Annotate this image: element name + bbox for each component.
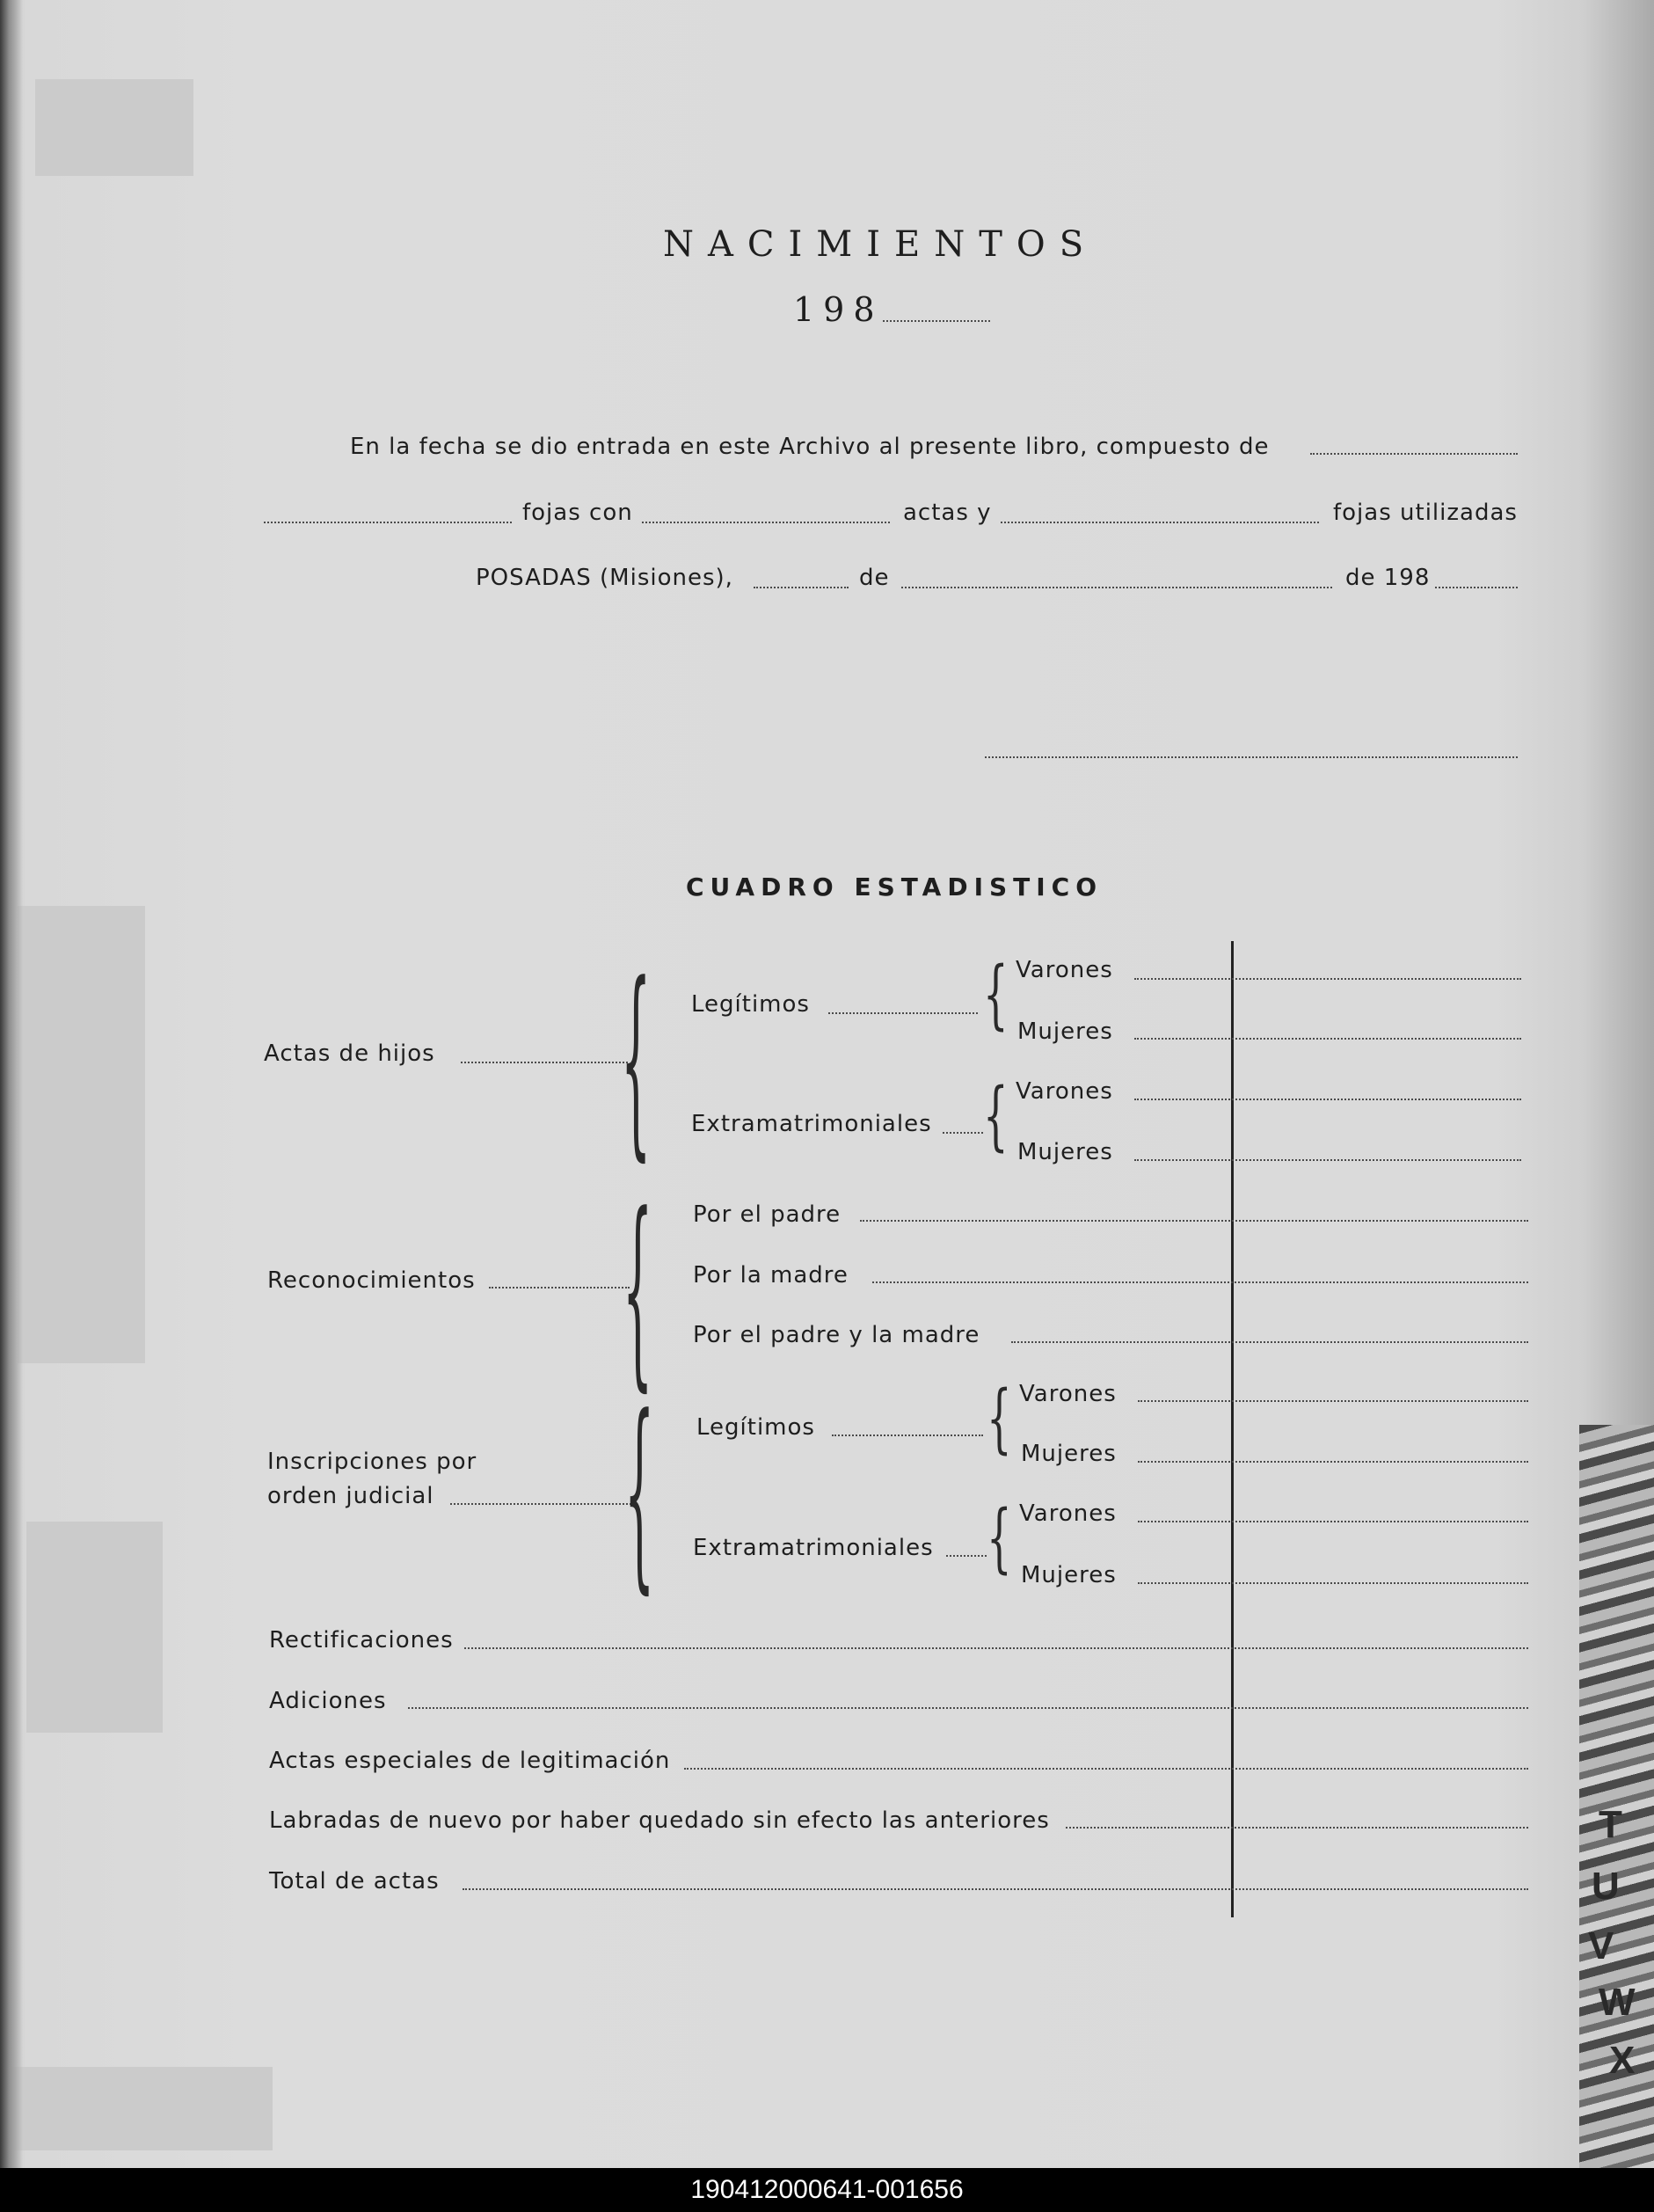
leader-line	[943, 1132, 983, 1134]
total-label: Total de actas	[269, 1868, 440, 1894]
index-letter: X	[1609, 2039, 1636, 2082]
leader-line	[450, 1503, 631, 1505]
signature-line	[985, 756, 1518, 758]
de-198-label: de 198	[1345, 565, 1431, 591]
brace: {	[983, 951, 1009, 1038]
entry-line	[1138, 1461, 1528, 1463]
actas-de-hijos-label: Actas de hijos	[264, 1040, 435, 1067]
index-letter: U	[1592, 1865, 1620, 1908]
varones-label: Varones	[1016, 957, 1113, 983]
inscripciones-label-1: Inscripciones por	[267, 1449, 477, 1475]
brace: {	[983, 1072, 1009, 1159]
used-folios-blank	[1001, 522, 1319, 523]
tape-mark	[26, 1522, 163, 1733]
folios-count-blank	[264, 522, 512, 523]
index-letter: W	[1599, 1981, 1636, 2024]
stats-heading: CUADRO ESTADISTICO	[686, 872, 1104, 902]
entry-line	[684, 1768, 1528, 1770]
mujeres-label: Mujeres	[1021, 1562, 1117, 1588]
page-title: NACIMIENTOS	[663, 224, 1098, 265]
fojas-utilizadas-label: fojas utilizadas	[1333, 500, 1518, 526]
por-la-madre-label: Por la madre	[693, 1262, 849, 1289]
tape-mark	[9, 2067, 273, 2150]
adiciones-label: Adiciones	[269, 1688, 387, 1714]
leader-line	[828, 1012, 978, 1014]
entry-line	[1134, 978, 1521, 980]
varones-label: Varones	[1019, 1381, 1117, 1407]
tape-mark	[18, 906, 145, 1363]
rectificaciones-label: Rectificaciones	[269, 1627, 454, 1654]
entry-line	[1138, 1400, 1528, 1402]
leader-line	[832, 1435, 983, 1436]
entry-line	[872, 1281, 1528, 1283]
scan-id-footer: 190412000641-001656	[0, 2168, 1654, 2212]
de-label: de	[859, 565, 890, 591]
entry-line	[1066, 1827, 1528, 1829]
legitimos-label: Legítimos	[696, 1414, 815, 1441]
varones-label: Varones	[1019, 1500, 1117, 1527]
fojas-con-label: fojas con	[522, 500, 633, 526]
mujeres-label: Mujeres	[1017, 1018, 1113, 1045]
year-prefix: 198	[793, 290, 884, 329]
day-blank	[754, 587, 849, 588]
leader-line	[489, 1287, 630, 1289]
index-letter: T	[1599, 1803, 1622, 1846]
place-label: POSADAS (Misiones),	[476, 565, 733, 591]
legitimos-label: Legítimos	[691, 991, 810, 1018]
inscripciones-label-2: orden judicial	[267, 1483, 434, 1509]
column-divider	[1231, 941, 1234, 1917]
actas-blank	[642, 522, 890, 523]
folios-blank	[1310, 453, 1518, 455]
entry-line	[1138, 1582, 1528, 1584]
brace: {	[624, 1374, 655, 1615]
entry-line	[860, 1220, 1528, 1222]
brace: {	[623, 1172, 653, 1413]
entry-line	[1134, 1099, 1521, 1100]
mujeres-label: Mujeres	[1021, 1441, 1117, 1467]
entry-line	[408, 1707, 1528, 1709]
year-blank	[883, 320, 990, 322]
tape-mark	[35, 79, 193, 176]
entry-line	[1011, 1341, 1528, 1343]
entry-line	[463, 1888, 1528, 1890]
por-el-padre-label: Por el padre	[693, 1201, 842, 1228]
reconocimientos-label: Reconocimientos	[267, 1267, 476, 1294]
actas-y-label: actas y	[903, 500, 992, 526]
entry-text-line1: En la fecha se dio entrada en este Archivo al presente libro, compuesto de	[350, 434, 1270, 460]
month-blank	[901, 587, 1332, 588]
entry-line	[1134, 1159, 1521, 1161]
brace: {	[987, 1375, 1012, 1462]
actas-especiales-label: Actas especiales de legitimación	[269, 1748, 671, 1774]
labradas-label: Labradas de nuevo por haber quedado sin efecto las anteriores	[269, 1807, 1050, 1834]
entry-line	[1134, 1038, 1521, 1040]
brace: {	[621, 941, 652, 1182]
mujeres-label: Mujeres	[1017, 1139, 1113, 1165]
varones-label: Varones	[1016, 1078, 1113, 1105]
extramatrimoniales-label: Extramatrimoniales	[693, 1535, 934, 1561]
por-ambos-label: Por el padre y la madre	[693, 1322, 980, 1348]
entry-line	[464, 1647, 1528, 1649]
leader-line	[946, 1555, 987, 1557]
year-end-blank	[1435, 587, 1518, 588]
brace: {	[987, 1494, 1012, 1581]
leader-line	[461, 1062, 628, 1063]
binding-edge	[0, 0, 23, 2168]
extramatrimoniales-label: Extramatrimoniales	[691, 1111, 932, 1137]
index-letter: V	[1588, 1924, 1614, 1967]
entry-line	[1138, 1521, 1528, 1522]
